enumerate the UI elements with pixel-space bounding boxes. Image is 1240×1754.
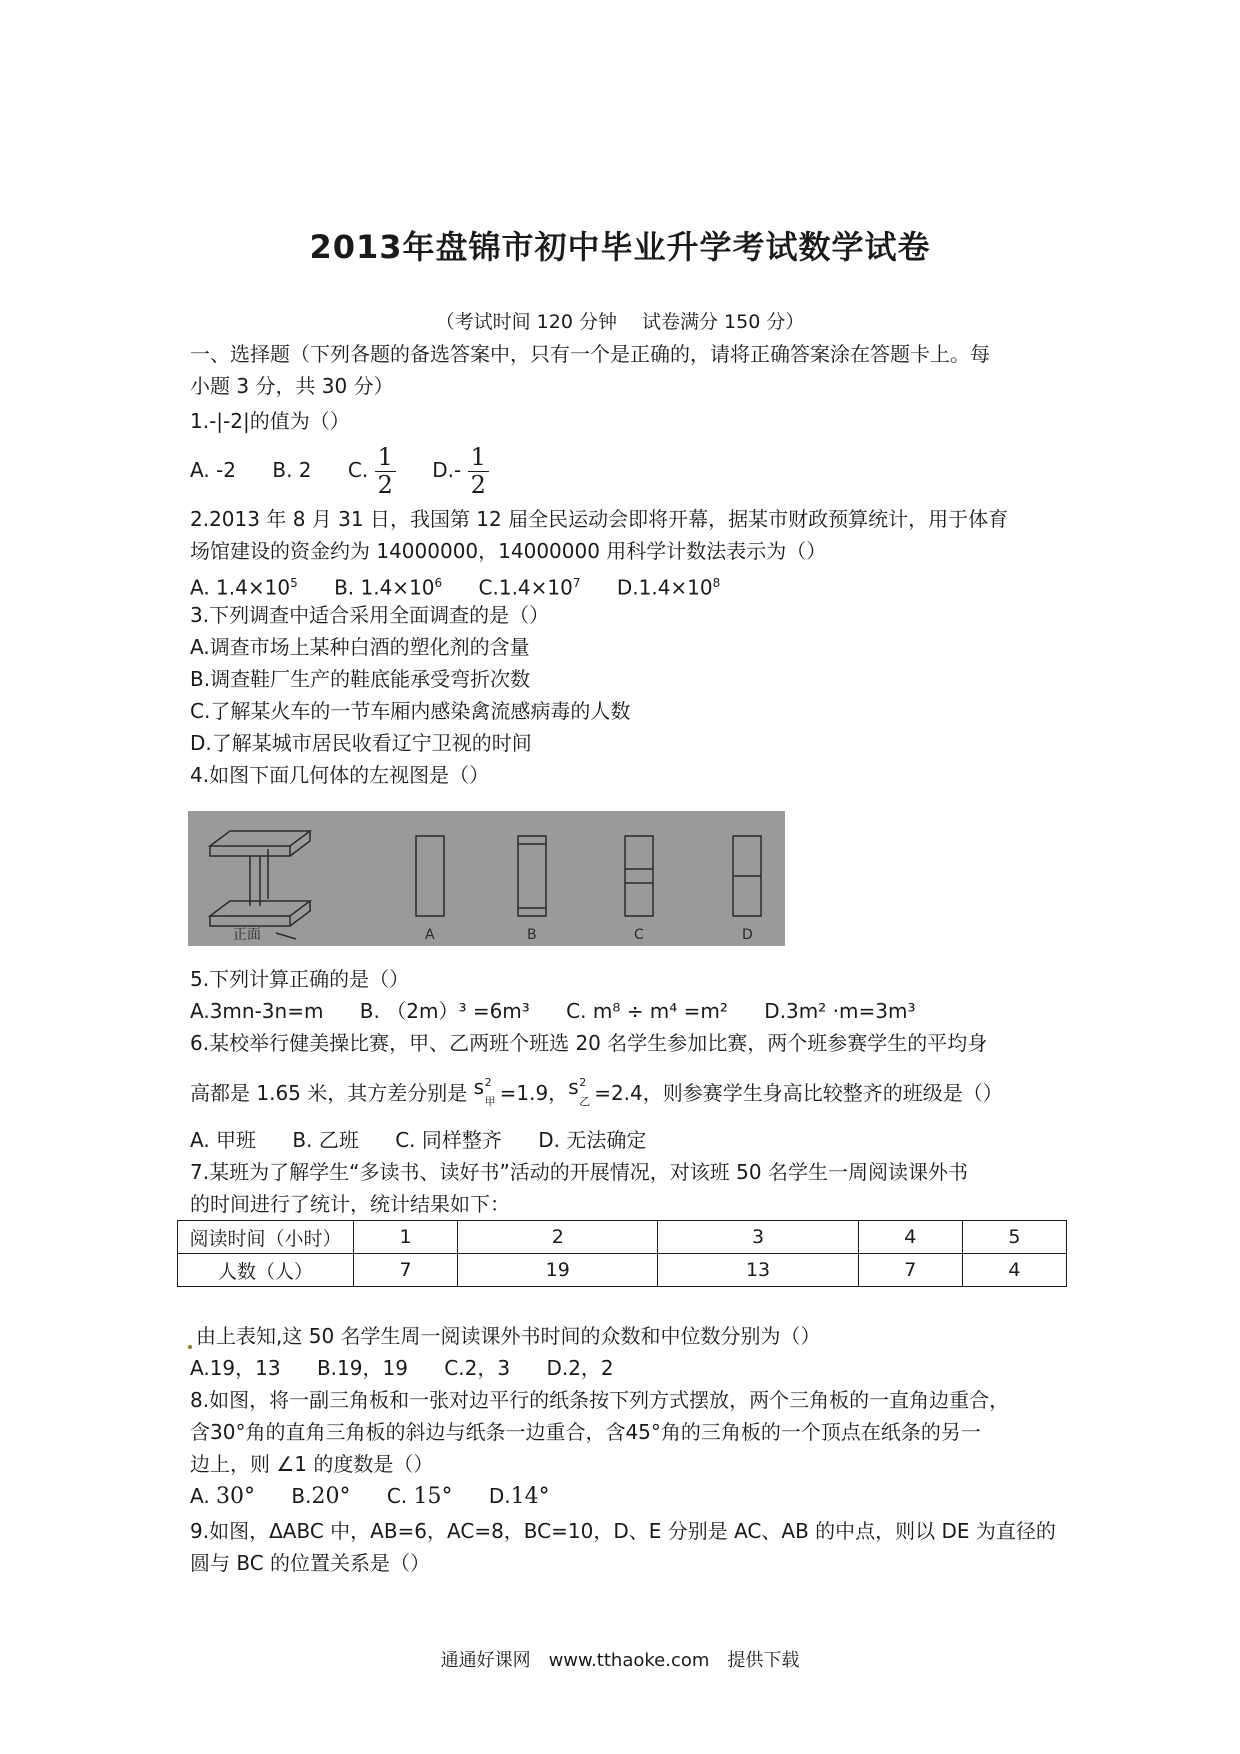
q1-option-c-prefix: C. — [347, 458, 369, 482]
q2-option-d — [617, 570, 720, 601]
q8-stem-line2: 含30°角的直角三角板的斜边与纸条一边重合，含45°角的三角板的一个顶点在纸条的另一 — [190, 1420, 981, 1444]
q6-stem-line2-pre: 高都是 1.65 米，其方差分别是 — [190, 1081, 474, 1105]
table-cell: 19 — [458, 1254, 658, 1287]
q2-option-b — [334, 570, 442, 601]
q8-option-a-value: 30° — [216, 1484, 256, 1509]
q1-option-d-prefix: D.- — [432, 458, 462, 482]
table-cell: 4 — [962, 1254, 1066, 1287]
q2-option-a-exp: 5 — [290, 576, 298, 590]
q1-stem: 1.-|-2|的值为（） — [190, 409, 350, 433]
figure-label-b: B — [527, 927, 537, 943]
table-cell: 人数（人） — [178, 1254, 354, 1287]
q6-option-b: B. 乙班 — [292, 1128, 359, 1152]
q7-follow: 由上表知,这 50 名学生周一阅读课外书时间的众数和中位数分别为（） — [196, 1324, 821, 1348]
fraction-denominator: 2 — [470, 471, 486, 499]
section-heading-line2: 小题 3 分，共 30 分） — [190, 374, 394, 398]
q8-option-c-value: 15° — [413, 1484, 453, 1509]
q5-stem: 5.下列计算正确的是（） — [190, 967, 410, 991]
q1-option-c-fraction — [375, 444, 396, 499]
variance-symbol-jia — [473, 1075, 500, 1108]
q9-stem-line2: 圆与 BC 的位置关系是（） — [190, 1551, 431, 1575]
fraction-numerator: 1 — [375, 444, 396, 472]
table-row — [178, 1254, 1067, 1287]
q1-option-d-fraction — [468, 444, 489, 499]
q1-option-c — [348, 440, 396, 500]
table-header-cell: 3 — [658, 1221, 858, 1254]
table-row — [178, 1221, 1067, 1254]
scan-mark — [188, 1345, 192, 1349]
table-cell: 13 — [658, 1254, 858, 1287]
page-footer: 通通好课网 www.tthaoke.com 提供下载 — [440, 1650, 800, 1671]
reading-time-table — [177, 1220, 1067, 1287]
q3-option-a: A.调查市场上某种白酒的塑化剂的含量 — [190, 635, 530, 659]
figure-label-c: C — [634, 927, 644, 943]
q2-option-a-base: A. 1.4×10 — [190, 575, 291, 600]
figure-front-label: 正面 — [233, 927, 261, 943]
q2-option-b-base: B. 1.4×10 — [334, 575, 435, 600]
q6-option-d: D. 无法确定 — [538, 1128, 647, 1152]
q2-option-c-base: C.1.4×10 — [478, 575, 573, 600]
table-header-cell: 阅读时间（小时） — [178, 1221, 354, 1254]
variance-sup: 2 — [579, 1076, 587, 1089]
q7-option-a: A.19，13 — [190, 1356, 281, 1380]
q5-option-d: D.3m² ·m=3m³ — [764, 999, 916, 1023]
q2-option-d-exp: 8 — [712, 576, 721, 590]
q1-option-d — [432, 440, 489, 500]
q1-options — [190, 440, 519, 500]
q8-option-c — [387, 1483, 453, 1510]
q8-option-d — [489, 1483, 550, 1510]
q4-geometry-figure — [188, 811, 785, 946]
q6-stem-line2 — [190, 1075, 1003, 1108]
exam-info: （考试时间 120 分钟 试卷满分 150 分） — [435, 311, 805, 333]
q5-option-c: C. m⁸ ÷ m⁴ =m² — [566, 999, 728, 1023]
q8-option-c-prefix: C. — [386, 1484, 408, 1508]
q8-option-b-prefix: B. — [291, 1484, 312, 1508]
q6-stem-line1: 6.某校举行健美操比赛，甲、乙两班个班选 20 名学生参加比赛，两个班参赛学生的平均身 — [190, 1031, 988, 1055]
q1-option-b: B. 2 — [272, 458, 312, 482]
variance-sub-yi: 乙 — [579, 1095, 591, 1108]
q7-option-c: C.2，3 — [444, 1356, 511, 1380]
fraction-denominator: 2 — [377, 471, 393, 499]
figure-label-a: A — [425, 927, 435, 943]
q3-option-d: D.了解某城市居民收看辽宁卫视的时间 — [190, 731, 532, 755]
q8-option-b-value: 20° — [311, 1484, 351, 1509]
figure-label-d: D — [742, 927, 753, 943]
q6-options — [190, 1127, 676, 1153]
variance-s: s — [473, 1075, 485, 1099]
q6-option-a: A. 甲班 — [190, 1128, 257, 1152]
q2-stem-line1: 2.2013 年 8 月 31 日，我国第 12 届全民运动会即将开幕，据某市财政预算统计，用于体育 — [190, 507, 1009, 531]
variance-symbol-yi — [568, 1075, 594, 1108]
q7-stem-line2: 的时间进行了统计，统计结果如下： — [190, 1192, 510, 1216]
q3-option-b: B.调查鞋厂生产的鞋底能承受弯折次数 — [190, 667, 531, 691]
q8-option-d-value: 14° — [510, 1484, 550, 1509]
q5-option-b: B. （2m）³ =6m³ — [359, 999, 530, 1023]
q8-options — [190, 1483, 580, 1510]
table-header-cell: 5 — [962, 1221, 1066, 1254]
q8-stem-line1: 8.如图，将一副三角板和一张对边平行的纸条按下列方式摆放，两个三角板的一直角边重合， — [190, 1388, 1010, 1412]
fraction-numerator: 1 — [468, 444, 489, 472]
q8-stem-line3: 边上，则 ∠1 的度数是（） — [190, 1452, 434, 1476]
q8-option-a — [190, 1483, 255, 1510]
q2-options — [190, 570, 750, 601]
table-header-cell: 1 — [354, 1221, 458, 1254]
table-header-cell: 4 — [858, 1221, 962, 1254]
q8-option-b — [291, 1483, 350, 1510]
q7-stem-line1: 7.某班为了解学生“多读书、读好书”活动的开展情况，对该班 50 名学生一周阅读课外书 — [190, 1160, 968, 1184]
q2-option-b-exp: 6 — [434, 576, 443, 590]
q4-stem: 4.如图下面几何体的左视图是（） — [190, 763, 490, 787]
q6-s1-value: =1.9， — [499, 1081, 569, 1105]
q2-option-c — [479, 570, 581, 601]
q3-stem: 3.下列调查中适合采用全面调查的是（） — [190, 603, 550, 627]
q7-option-b: B.19，19 — [316, 1356, 408, 1380]
q2-option-c-exp: 7 — [572, 576, 581, 590]
q2-option-a — [190, 570, 298, 601]
q8-option-a-prefix: A. — [190, 1484, 210, 1508]
q2-option-d-base: D.1.4×10 — [616, 575, 713, 600]
table-cell: 7 — [858, 1254, 962, 1287]
q3-option-c: C.了解某火车的一节车厢内感染禽流感病毒的人数 — [190, 699, 631, 723]
q6-s2-value: =2.4，则参赛学生身高比较整齐的班级是（） — [594, 1081, 1003, 1105]
page-title: 2013年盘锦市初中毕业升学考试数学试卷 — [309, 228, 931, 266]
variance-sub-jia: 甲 — [484, 1095, 496, 1108]
variance-sup: 2 — [484, 1076, 492, 1089]
q5-option-a: A.3mn-3n=m — [190, 999, 324, 1023]
q1-option-a: A. -2 — [190, 458, 236, 482]
q4-figure-drawing — [188, 811, 785, 946]
q7-option-d: D.2，2 — [546, 1356, 614, 1380]
variance-s: s — [568, 1075, 579, 1099]
q5-options — [190, 998, 945, 1024]
table-cell: 7 — [354, 1254, 458, 1287]
q2-stem-line2: 场馆建设的资金约为 14000000，14000000 用科学计数法表示为（） — [190, 539, 827, 563]
q7-options — [190, 1355, 644, 1381]
q6-option-c: C. 同样整齐 — [395, 1128, 502, 1152]
section-heading-line1: 一、选择题（下列各题的备选答案中，只有一个是正确的，请将正确答案涂在答题卡上。每 — [190, 342, 990, 366]
q9-stem-line1: 9.如图，ΔABC 中，AB=6，AC=8，BC=10，D、E 分别是 AC、AB 的中点，则以 DE 为直径的 — [190, 1519, 1056, 1543]
q8-option-d-prefix: D. — [488, 1484, 511, 1508]
table-header-cell: 2 — [458, 1221, 658, 1254]
